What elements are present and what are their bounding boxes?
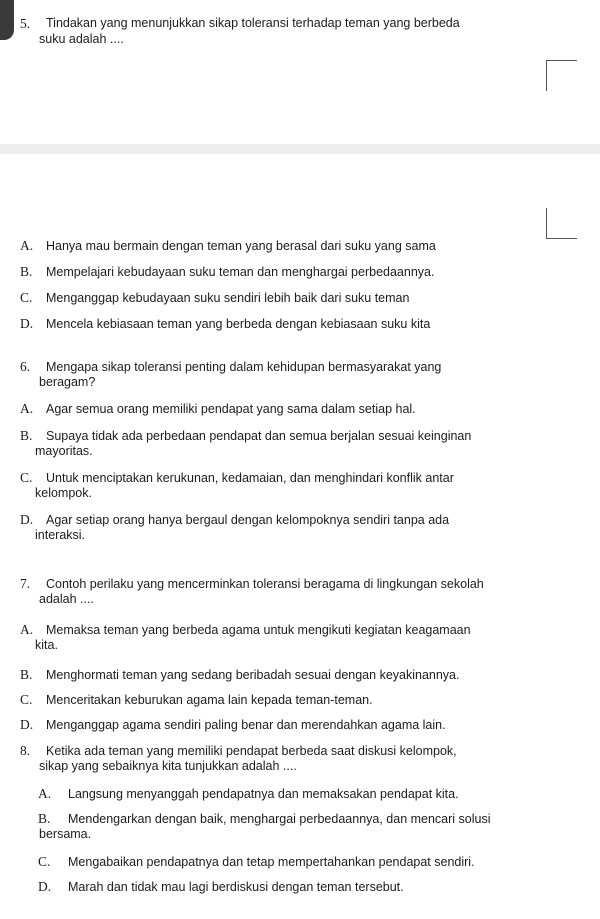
q8-option-a-text: Langsung menyanggah pendapatnya dan memaksakan pendapat kita. — [68, 787, 459, 801]
q8-option-c-text: Mengabaikan pendapatnya dan tetap mempertahankan pendapat sendiri. — [68, 855, 475, 869]
q7-question-line1: Contoh perilaku yang mencerminkan toleransi beragama di lingkungan sekolah — [46, 577, 484, 591]
q7-question-line2: adalah .... — [39, 592, 94, 606]
q8-question-line2: sikap yang sebaiknya kita tunjukkan adalah .... — [39, 759, 297, 773]
q8-option-d-letter: D. — [38, 879, 52, 894]
q7-number: 7. — [20, 576, 31, 591]
q6-option-c-letter: C. — [20, 470, 33, 485]
q7-option-b-letter: B. — [20, 667, 33, 682]
q5-option-a-text: Hanya mau bermain dengan teman yang berasal dari suku yang sama — [46, 239, 436, 253]
q7-option-a-text-cont: kita. — [35, 638, 58, 652]
q8-option-d-text: Marah dan tidak mau lagi berdiskusi dengan teman tersebut. — [68, 880, 404, 894]
q6-option-a-letter: A. — [20, 401, 34, 416]
q6-option-d-text: Agar setiap orang hanya bergaul dengan kelompoknya sendiri tanpa ada — [46, 513, 450, 527]
q8-number: 8. — [20, 743, 31, 758]
crop-bracket-bottom — [546, 208, 577, 239]
q7-option-b-text: Menghormati teman yang sedang beribadah sesuai dengan keyakinannya. — [46, 668, 460, 682]
q8-question-line1: Ketika ada teman yang memiliki pendapat berbeda saat diskusi kelompok, — [46, 744, 457, 758]
q6-question-line1: Mengapa sikap toleransi penting dalam kehidupan bermasyarakat yang — [46, 360, 442, 374]
q8-option-b-text: Mendengarkan dengan baik, menghargai perbedaannya, dan mencari solusi — [68, 812, 491, 826]
q6-option-b-text: Supaya tidak ada perbedaan pendapat dan semua berjalan sesuai keinginan — [46, 429, 472, 443]
q6-option-d-letter: D. — [20, 512, 34, 527]
q6-option-b-letter: B. — [20, 428, 33, 443]
q8-option-b-text-cont: bersama. — [39, 827, 92, 841]
page-divider-band — [0, 144, 600, 154]
q6-option-b-text-cont: mayoritas. — [35, 444, 93, 458]
q5-option-b-text: Mempelajari kebudayaan suku teman dan menghargai perbedaannya. — [46, 265, 435, 279]
q8-option-a-letter: A. — [38, 786, 52, 801]
q5-option-c-text: Menganggap kebudayaan suku sendiri lebih baik dari suku teman — [46, 291, 410, 305]
q5-option-a-letter: A. — [20, 238, 34, 253]
q7-option-c-letter: C. — [20, 692, 33, 707]
q7-option-a-letter: A. — [20, 622, 34, 637]
q5-question-line2: suku adalah .... — [39, 32, 124, 46]
q6-option-a-text: Agar semua orang memiliki pendapat yang sama dalam setiap hal. — [46, 402, 416, 416]
q7-option-c-text: Menceritakan keburukan agama lain kepada teman-teman. — [46, 693, 373, 707]
q8-option-b-letter: B. — [38, 811, 51, 826]
q7-option-d-letter: D. — [20, 717, 34, 732]
crop-bracket-top — [546, 60, 577, 91]
q5-number: 5. — [20, 16, 31, 31]
q6-question-line2: beragam? — [39, 375, 96, 389]
q8-option-c-letter: C. — [38, 854, 51, 869]
q6-option-c-text-cont: kelompok. — [35, 486, 92, 500]
q7-option-a-text: Memaksa teman yang berbeda agama untuk mengikuti kegiatan keagamaan — [46, 623, 471, 637]
q6-option-c-text: Untuk menciptakan kerukunan, kedamaian, dan menghindari konflik antar — [46, 471, 454, 485]
page-tab-corner — [0, 0, 14, 40]
q6-number: 6. — [20, 359, 31, 374]
q5-question-line1: Tindakan yang menunjukkan sikap toleransi terhadap teman yang berbeda — [46, 16, 460, 30]
q7-option-d-text: Menganggap agama sendiri paling benar dan merendahkan agama lain. — [46, 718, 446, 732]
q6-option-d-text-cont: interaksi. — [35, 528, 86, 542]
q5-option-c-letter: C. — [20, 290, 33, 305]
q5-option-d-text: Mencela kebiasaan teman yang berbeda dengan kebiasaan suku kita — [46, 317, 431, 331]
q5-option-b-letter: B. — [20, 264, 33, 279]
q5-option-d-letter: D. — [20, 316, 34, 331]
